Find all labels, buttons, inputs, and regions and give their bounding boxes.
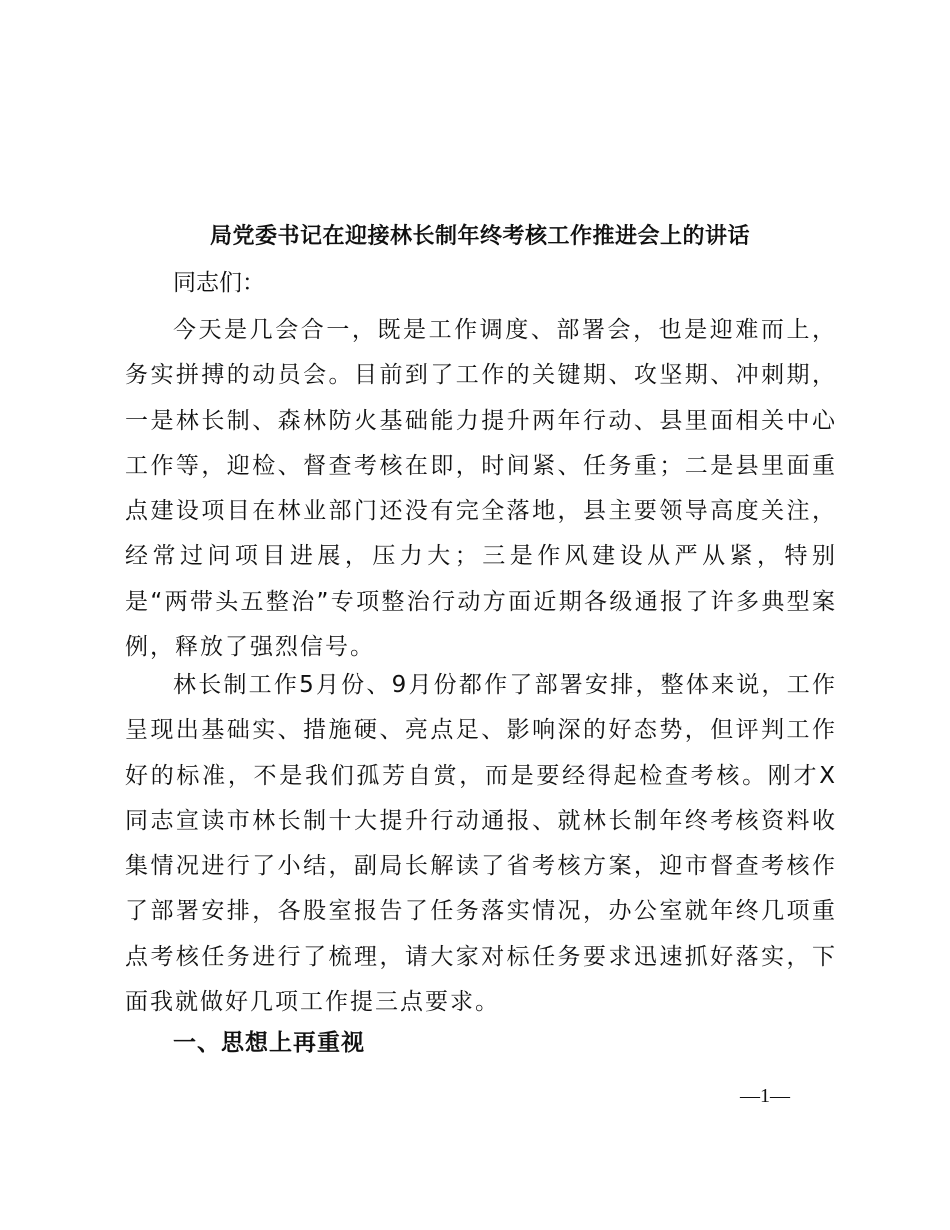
body-paragraph-1: 今天是几会合一，既是工作调度、部署会，也是迎难而上，务实拼搏的动员会。目前到了工作的关键期、攻坚期、冲刺期，一是林长制、森林防火基础能力提升两年行动、县里面相关中心工作等，迎检、督查考核在即，时间紧、任务重；二是县里面重点建设项目在林业部门还没有完全落地，县主要领导高度关注，经常过问项目进展，压力大；三是作风建设从严从紧，特别是“两带头五整治”专项整治行动方面近期各级通报了许多典型案例，释放了强烈信号。 bbox=[125, 317, 837, 661]
body-paragraph-2: 林长制工作5月份、9月份都作了部署安排，整体来说，工作呈现出基础实、措施硬、亮点足、影响深的好态势，但评判工作好的标准，不是我们孤芳自赏，而是要经得起检查考核。刚才X同志宣读市林长制十大提升行动通报、就林长制年终考核资料收集情况进行了小结，副局长解读了省考核方案，迎市督查考核作了部署安排，各股室报告了任务落实情况，办公室就年终几项重点考核任务进行了梳理，请大家对标任务要求迅速抓好落实，下面我就做好几项工作提三点要求。 bbox=[125, 672, 837, 1016]
document-title: 局党委书记在迎接林长制年终考核工作推进会上的讲话 bbox=[209, 223, 750, 249]
salutation: 同志们： bbox=[173, 270, 265, 296]
page-number: —1— bbox=[740, 1085, 790, 1107]
section-heading: 一、思想上再重视 bbox=[173, 1030, 365, 1056]
